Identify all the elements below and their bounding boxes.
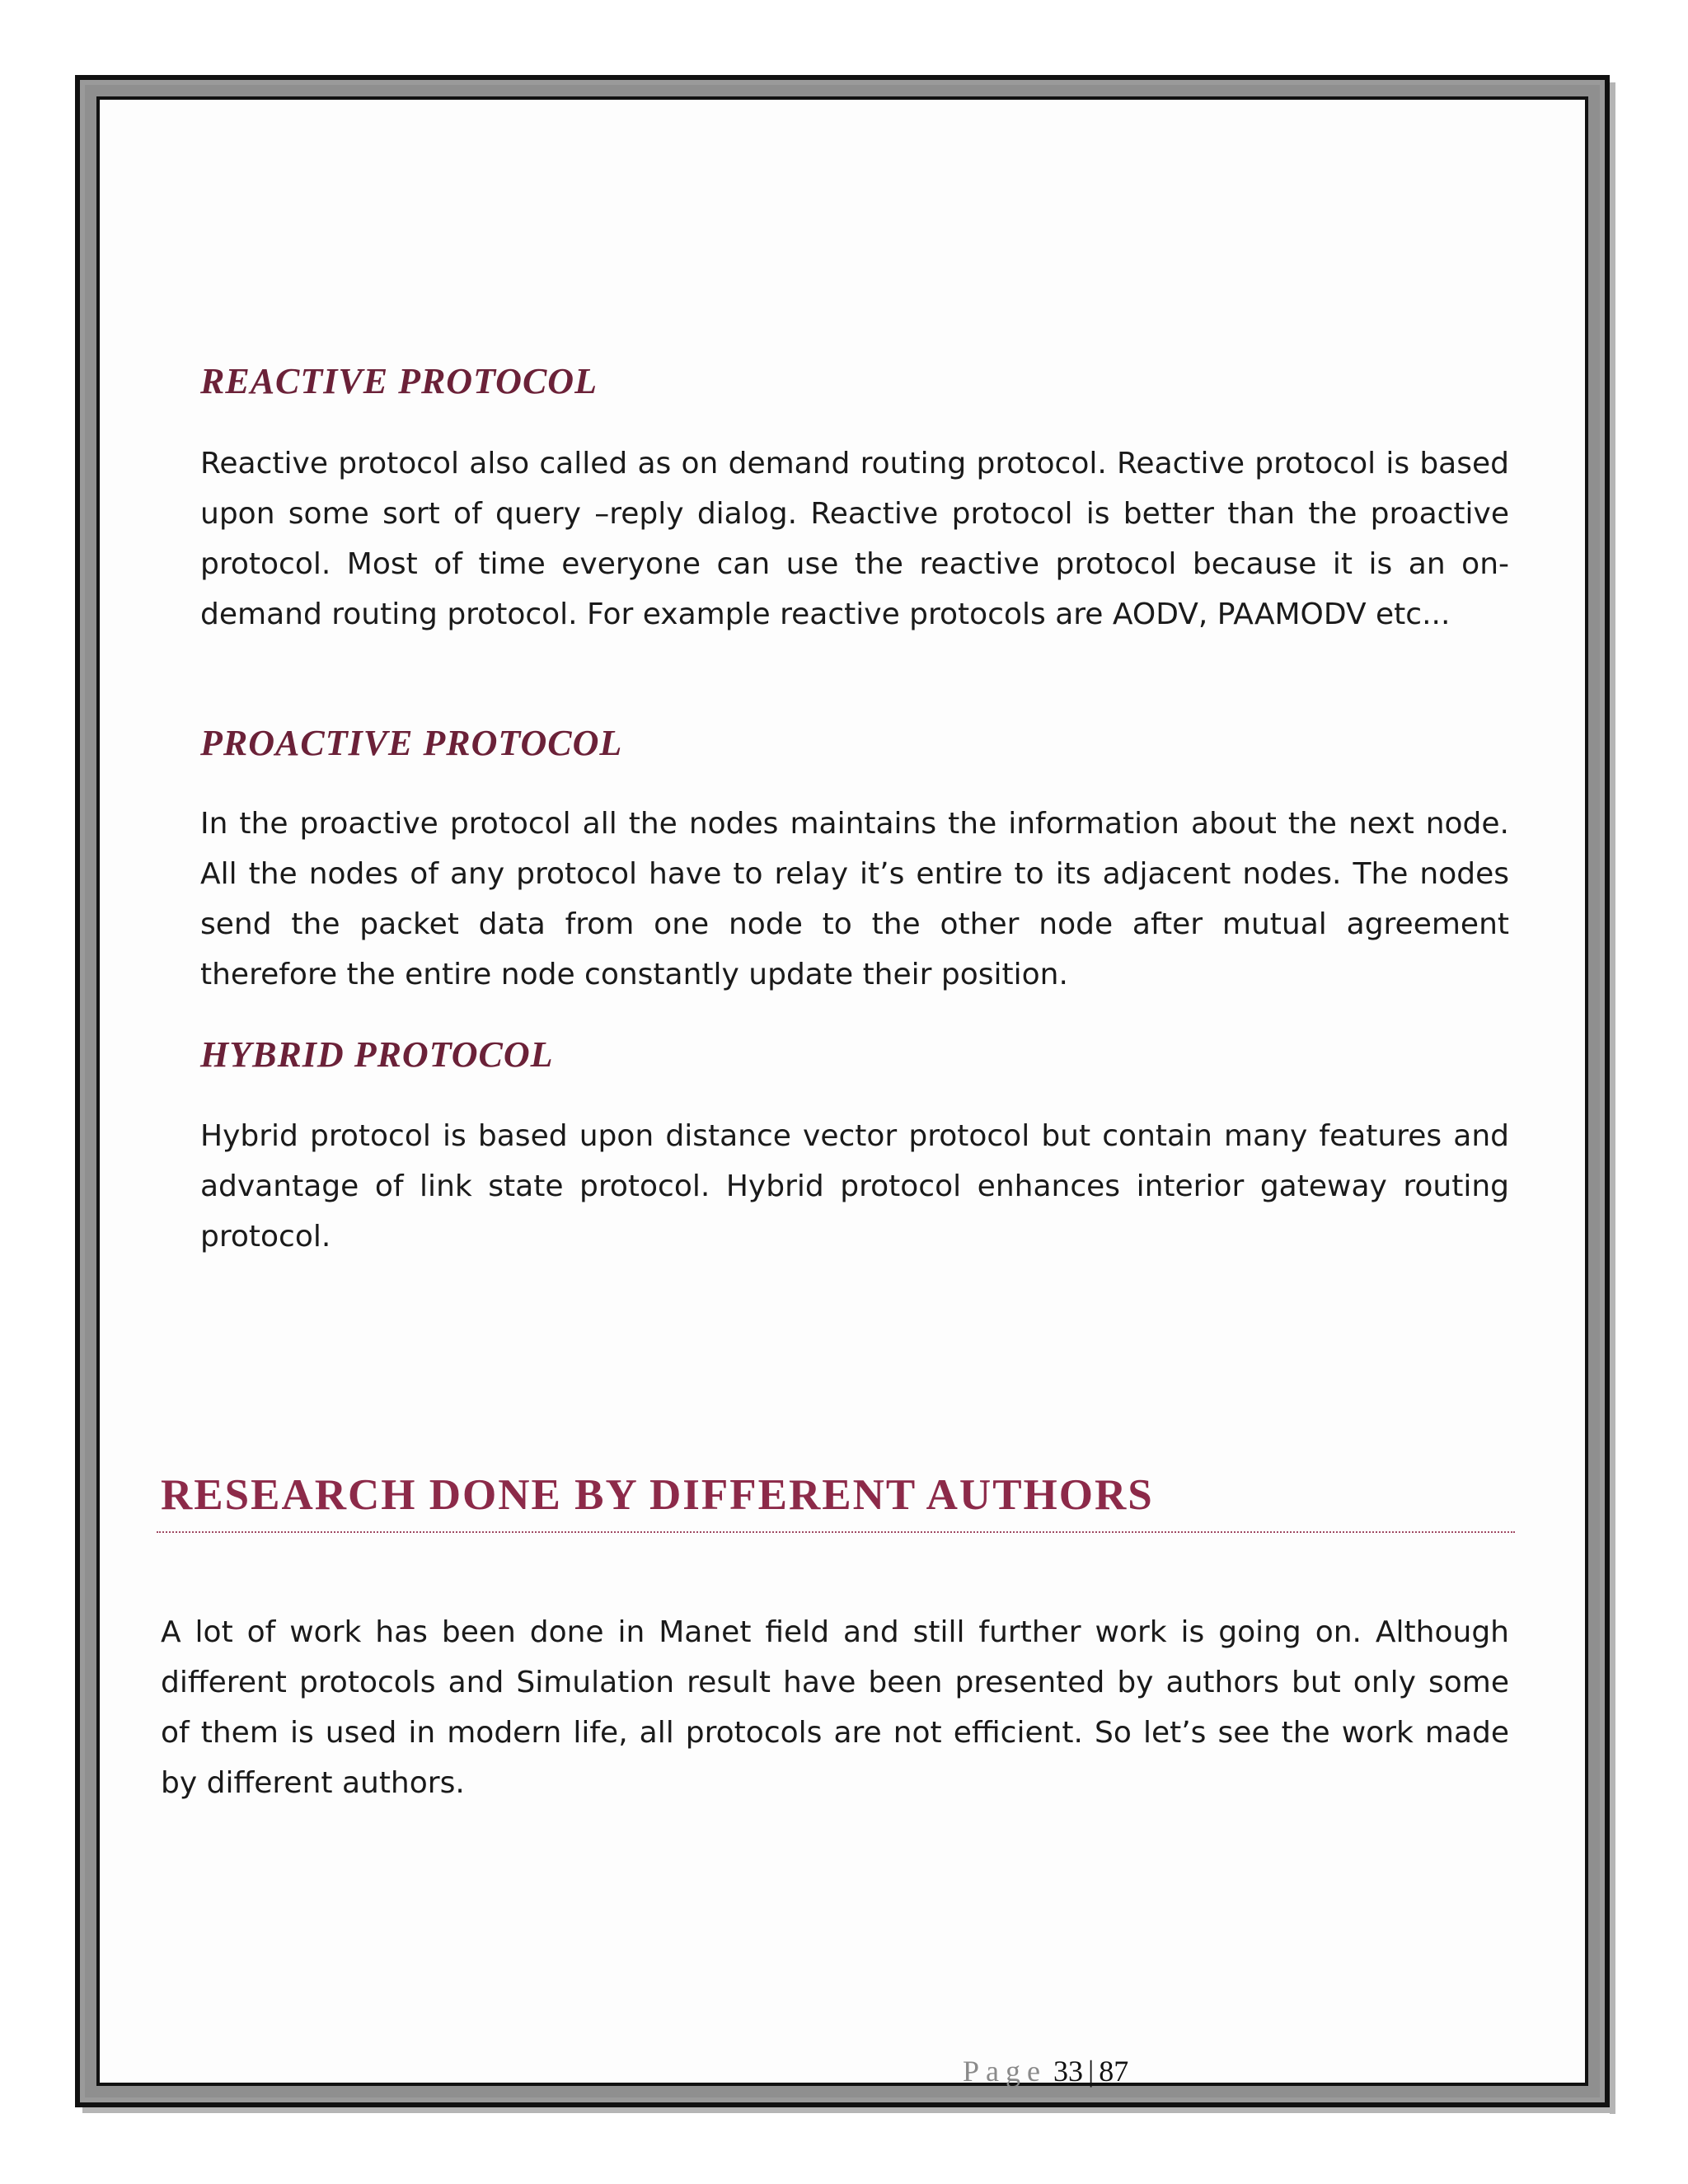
page-label: Page: [963, 2055, 1047, 2088]
hybrid-protocol-text: Hybrid protocol is based upon distance vector protocol but contain many features and advantage of link state protocol. Hybrid protocol enhances interior gateway routing protocol.: [200, 1119, 1509, 1254]
page-separator: |: [1087, 2055, 1095, 2088]
reactive-protocol-heading: REACTIVE PROTOCOL: [200, 361, 598, 401]
research-section-text: A lot of work has been done in Manet field and still further work is going on. Although different protocols and Simulation result have been presented by authors but only some of them is used in modern life, all protocols are not efficient. So let’s see the work made by different authors.: [161, 1615, 1509, 1800]
total-pages-number: 87: [1099, 2055, 1129, 2088]
page-shadow-right: [1610, 82, 1615, 2114]
proactive-protocol-heading: PROACTIVE PROTOCOL: [200, 723, 623, 763]
research-section-heading: RESEARCH DONE BY DIFFERENT AUTHORS: [161, 1471, 1154, 1519]
section-heading-rule: [157, 1531, 1515, 1533]
proactive-protocol-text: In the proactive protocol all the nodes maintains the information about the next node. All the nodes of any protocol have to relay it’s entire to its adjacent nodes. The nodes send the packet data from one node to the other node after mutual agreement therefore the entire node constantly update their position.: [200, 807, 1509, 991]
reactive-protocol-text: Reactive protocol also called as on demand routing protocol. Reactive protocol is based upon some sort of query –reply dialog. Reactive protocol is better than the proactive protocol. Most of time everyone can use the reactive protocol because it is an on-demand routing protocol. For example reactive protocols are AODV, PAAMODV etc...: [200, 447, 1509, 631]
current-page-number: 33: [1053, 2055, 1083, 2088]
hybrid-protocol-heading: HYBRID PROTOCOL: [200, 1034, 554, 1075]
page-footer: [963, 2054, 1128, 2088]
page-shadow-bottom: [82, 2107, 1615, 2113]
